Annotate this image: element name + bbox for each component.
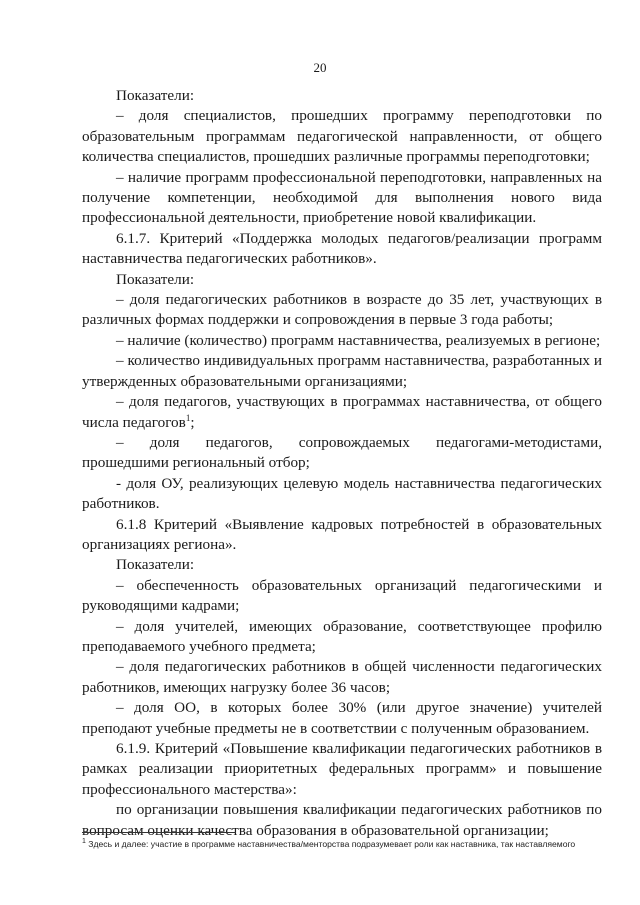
paragraph: – доля педагогов, сопровождаемых педагогами-методистами, прошедшими региональный отбор; bbox=[82, 433, 602, 472]
paragraph: – количество индивидуальных программ наставничества, разработанных и утвержденных образовательными организациями; bbox=[82, 352, 602, 390]
paragraph: – обеспеченность образовательных организаций педагогическими и руководящими кадрами; bbox=[82, 576, 602, 615]
paragraph: – доля педагогических работников в общей численности педагогических работников, имеющих нагрузку более 36 часов; bbox=[82, 658, 602, 696]
criterion-heading: 6.1.9. Критерий «Повышение квалификации педагогических работников в рамках реализации приоритетных федеральных программ» и повышение профессионального мастерства»: bbox=[82, 740, 602, 798]
paragraph: – доля специалистов, прошедших программу переподготовки по образовательным программам педагогической направленности, от общего количества специалистов, прошедших различные программы переподготовки; bbox=[82, 107, 602, 166]
page-number: 20 bbox=[313, 60, 327, 75]
paragraph: по организации повышения квалификации педагогических работников по вопросам оценки качества образования в образовательной организации; bbox=[82, 801, 602, 839]
paragraph: – доля педагогических работников в возрасте до 35 лет, участвующих в различных формах поддержки и сопровождения в первые 3 года работы; bbox=[82, 291, 602, 329]
paragraph: – наличие программ профессиональной переподготовки, направленных на получение компетенции, необходимой для выполнения нового вида профессиональной деятельности, приобретение новой квалификации. bbox=[82, 168, 602, 227]
footnote bbox=[82, 838, 592, 850]
criterion-heading: 6.1.8 Критерий «Выявление кадровых потребностей в образовательных организациях региона». bbox=[82, 515, 602, 553]
footnote-marker: 1 bbox=[82, 838, 86, 846]
paragraph: – доля педагогов, участвующих в программах наставничества, от общего числа педагогов$^1$; bbox=[82, 393, 602, 431]
footnote-text: Здесь и далее: участие в программе наставничества/менторства подразумевает роли как наставника, так наставляемого bbox=[88, 839, 576, 849]
body-text bbox=[82, 86, 602, 841]
criterion-heading: 6.1.7. Критерий «Поддержка молодых педагогов/реализации программ наставничества педагогических работников». bbox=[82, 229, 602, 268]
paragraph: – доля учителей, имеющих образование, соответствующее профилю преподаваемого учебного предмета; bbox=[82, 617, 602, 655]
paragraph: - доля ОУ, реализующих целевую модель наставничества педагогических работников. bbox=[82, 474, 602, 513]
paragraph: – наличие (количество) программ наставничества, реализуемых в регионе; bbox=[116, 331, 601, 349]
paragraph: Показатели: bbox=[116, 556, 195, 574]
footnote-reference[interactable]: 1 bbox=[185, 412, 191, 423]
footnote-divider bbox=[82, 832, 236, 833]
paragraph: – доля ОО, в которых более 30% (или другое значение) учителей преподают учебные предметы не в соответствии с полученным образованием. bbox=[82, 699, 602, 737]
paragraph: Показатели: bbox=[116, 270, 195, 288]
paragraph: Показатели: bbox=[116, 87, 195, 104]
